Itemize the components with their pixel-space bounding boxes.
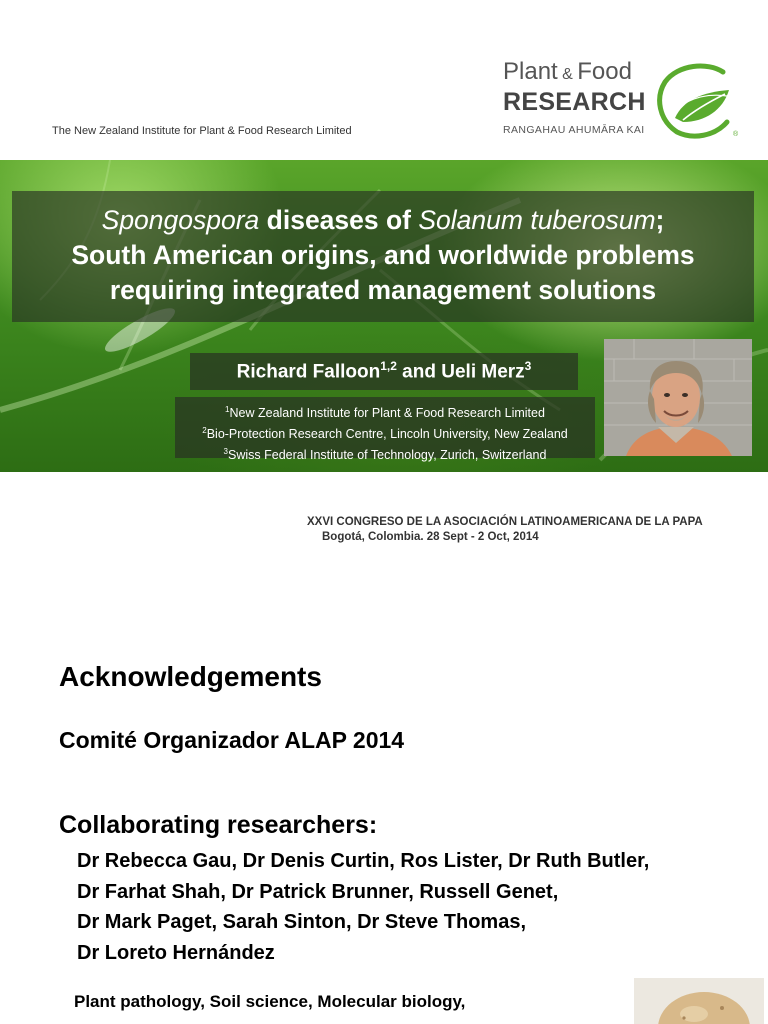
title-line2: South American origins, and worldwide problems [71,240,695,270]
authors-line [190,359,578,383]
acknowledgements-slide [0,600,768,1024]
author1-name: Richard Falloon [236,361,381,383]
acknowledgements-heading: Acknowledgements [59,661,322,692]
affiliation-2-number: 2 [202,426,207,436]
plant-food-research-logo [503,58,753,144]
author1-superscript: 1,2 [380,359,397,373]
collaborators-list [77,846,649,968]
organizing-committee: Comité Organizador ALAP 2014 [59,727,405,753]
affiliation-2-text: Bio-Protection Research Centre, Lincoln University, New Zealand [206,427,568,442]
title-genus: Spongospora [101,205,260,235]
affiliation-1 [175,401,595,422]
affiliation-3-text: Swiss Federal Institute of Technology, Zurich, Switzerland [228,448,547,463]
potato-tuber-photo [634,978,764,1024]
collaborators-line-4: Dr Loreto Hernández [77,941,275,964]
affiliation-3 [175,443,595,464]
collaborators-heading: Collaborating researchers: [59,811,378,839]
congress-info [307,515,703,545]
leaf-banner [0,160,768,472]
author-portrait-photo [604,339,752,456]
title-part2: ; [655,205,665,235]
logo-research-word: RESEARCH [503,88,646,116]
title-line3: requiring integrated management solutions [109,275,657,305]
research-fields: Plant pathology, Soil science, Molecular biology, [74,992,466,1011]
collaborators-line-3: Dr Mark Paget, Sarah Sinton, Dr Steve Thomas, [77,911,527,933]
congress-name: XXVI CONGRESO DE LA ASOCIACIÓN LATINOAMERICANA DE LA PAPA [307,516,703,528]
presentation-title [12,203,754,308]
congress-location-date: Bogotá, Colombia. 28 Sept - 2 Oct, 2014 [322,531,539,543]
logo-plant-word: Plant [503,58,558,85]
logo-ampersand: & [557,66,578,83]
collaborators-line-2: Dr Farhat Shah, Dr Patrick Brunner, Russell Genet, [77,880,559,903]
authors-and: and [396,361,442,383]
logo-line1 [503,58,632,86]
logo-maori-name: RANGAHAU AHUMĀRA KAI [503,124,645,136]
affiliation-1-number: 1 [225,405,230,414]
affiliations [175,401,595,464]
registered-mark: ® [733,131,739,138]
title-line1 [12,203,754,238]
author2-name: Ueli Merz [441,361,525,383]
affiliation-2 [175,422,595,443]
leaf-swirl-logo-icon [653,60,739,140]
affiliation-3-number: 3 [223,447,228,457]
title-part1: diseases of [259,205,419,235]
title-species: Solanum tuberosum [418,205,656,235]
author2-superscript: 3 [524,359,532,373]
logo-food-word: Food [577,58,632,85]
affiliation-1-text: New Zealand Institute for Plant & Food Research Limited [229,406,545,421]
institute-name: The New Zealand Institute for Plant & Food Research Limited [52,125,352,137]
collaborators-line-1: Dr Rebecca Gau, Dr Denis Curtin, Ros Lister, Dr Ruth Butler, [77,850,650,872]
